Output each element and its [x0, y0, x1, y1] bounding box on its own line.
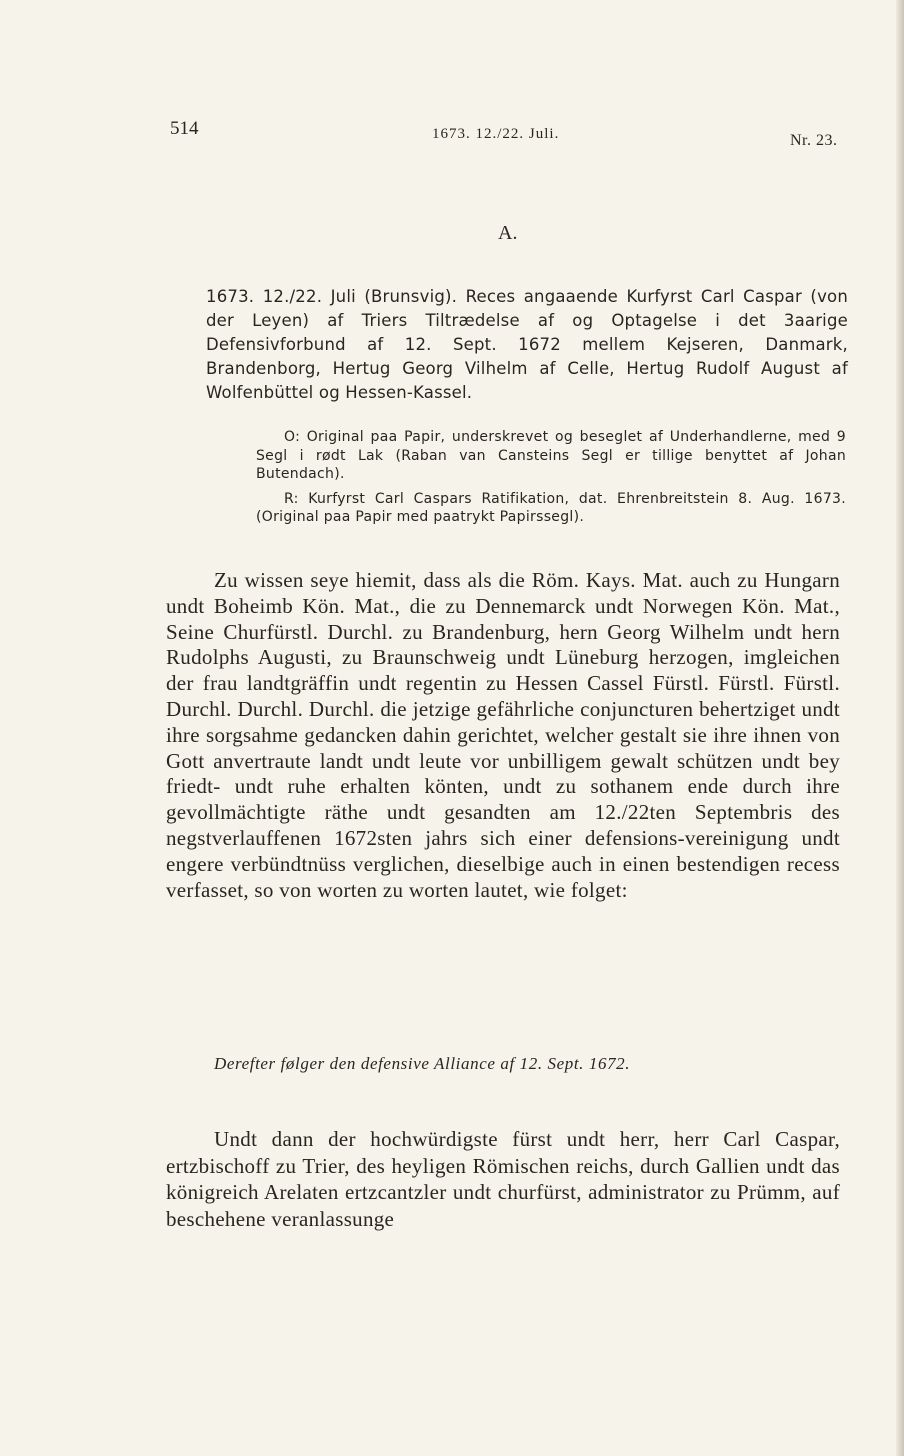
document-number: Nr. 23.: [790, 132, 838, 149]
source-original: O: Original paa Papir, underskrevet og beseglet af Underhandlerne, med 9 Segl i rødt Lak (Raban van Cansteins Segl er tillige benyttet af Johan Butendach).: [256, 429, 846, 482]
main-text-continued: [166, 1126, 840, 1232]
running-header: [0, 118, 904, 158]
page-number: 514: [170, 118, 199, 139]
main-text: [166, 568, 840, 903]
editorial-note: Derefter følger den defensive Alliance af 12. Sept. 1672.: [214, 1054, 631, 1073]
paragraph-2: Undt dann der hochwürdigste fürst undt herr, herr Carl Caspar, ertzbischoff zu Trier, des heyligen Römischen reichs, durch Gallien undt das königreich Arelaten ertzcantzler undt churfürst, administrator zu Prümm, auf beschehene veranlassunge: [166, 1127, 840, 1231]
paragraph-1: Zu wissen seye hiemit, dass als die Röm. Kays. Mat. auch zu Hungarn undt Boheimb Kön. Mat., die zu Dennemarck undt Norwegen Kön. Mat., Seine Churfürstl. Durchl. zu Brandenburg, hern Georg Wilhelm undt hern Rudolphs Augusti, zu Braunschweig undt Lüneburg herzogen, imgleichen der frau landtgräffin undt regentin zu Hessen Cassel Fürstl. Fürstl. Fürstl. Durchl. Durchl. Durchl. die jetzige gefährliche conjuncturen behertziget undt ihre sorgsahme gedancken dahin gerichtet, welcher gestalt sie ihre ihnen von Gott anvertraute landt undt leute vor unbilligem gewalt schützen undt bey friedt- undt ruhe erhalten könten, undt zu sothanem ende durch ihre gevollmächtigte räthe undt gesandten am 12./22ten Septembris des negstverlauffenen 1672sten jahrs sich einer defensions-vereinigung undt engere verbündtnüss verglichen, dieselbige auch in einen bestendigen recess verfasset, so von worten zu worten lautet, wie folget:: [166, 568, 840, 902]
source-ratification: R: Kurfyrst Carl Caspars Ratifikation, dat. Ehrenbreitstein 8. Aug. 1673. (Original paa Papir med paatrykt Papirssegl).: [256, 490, 846, 525]
document-summary: [206, 268, 848, 422]
summary-text: 1673. 12./22. Juli (Brunsvig). Reces angaaende Kurfyrst Carl Caspar (von der Leyen) af Triers Tiltrædelse af og Optagelse i det 3aarige Defensivforbund af 12. Sept. 1672 mellem Kejseren, Danmark, Brandenborg, Hertug Georg Vilhelm af Celle, Hertug Rudolf August af Wolfenbüttel og Hessen-Kassel.: [206, 286, 848, 403]
header-date: 1673. 12./22. Juli.: [432, 126, 560, 142]
source-notes: [256, 428, 846, 533]
section-letter: A.: [498, 222, 518, 244]
page-edge-shadow: [896, 0, 904, 1456]
